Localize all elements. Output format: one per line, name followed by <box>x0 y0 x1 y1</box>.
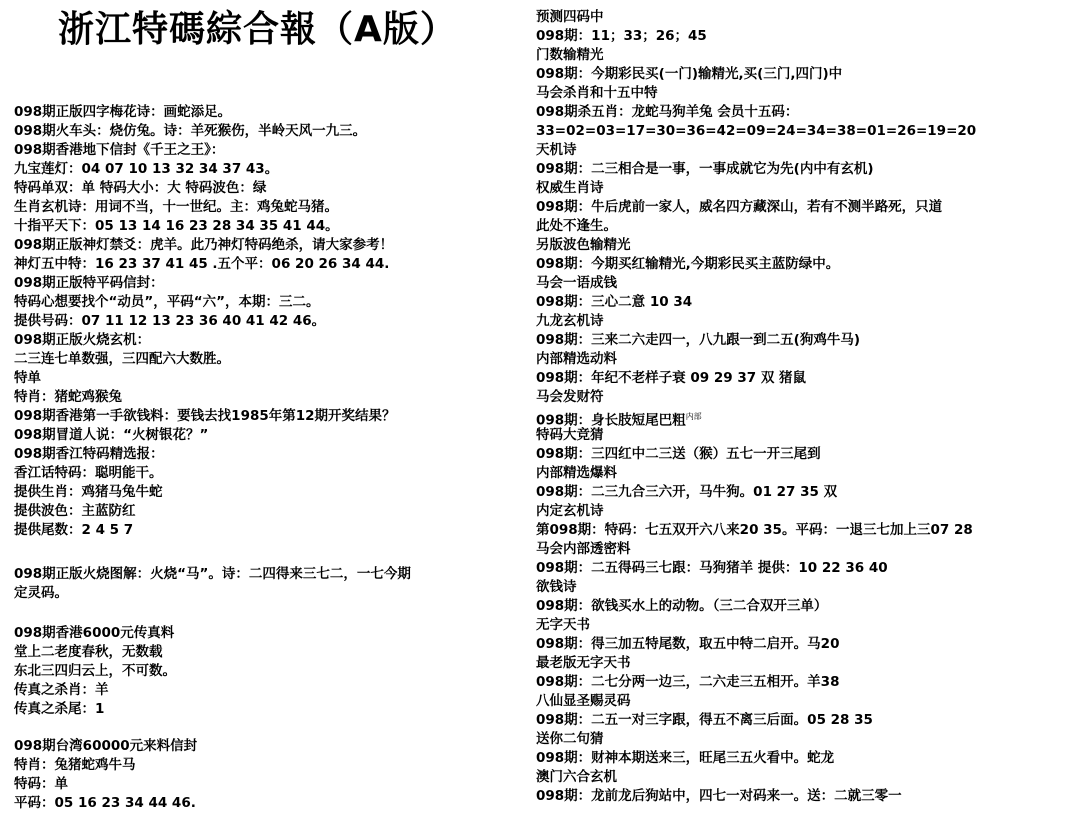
right-text-line: 098期：二三九合三六开，马牛狗。01 27 35 双 <box>536 484 838 500</box>
right-text-line: 098期：年纪不老样子衰 09 29 37 双 猪鼠 <box>536 370 807 386</box>
right-text-line: 098期杀五肖：龙蛇马狗羊兔 会员十五码： <box>536 104 799 120</box>
left-text-line: 098期香港地下信封《千王之王》： <box>14 142 225 158</box>
left-text-line: 神灯五中特：16 23 37 41 45 .五个平：06 20 26 34 44. <box>14 256 390 272</box>
right-text-line: 098期：三心二意 10 34 <box>536 294 693 310</box>
left-text-line: 提供生肖：鸡猪马兔牛蛇 <box>14 484 163 500</box>
right-text-line: 九龙玄机诗 <box>536 313 604 329</box>
right-text-line: 内部精选动料 <box>536 351 617 367</box>
left-text-line: 098期香港第一手欲钱料：要钱去找1985年第12期开奖结果？ <box>14 408 396 424</box>
left-text-line: 十指平天下：05 13 14 16 23 28 34 35 41 44。 <box>14 218 339 234</box>
left-text-line: 特肖：猪蛇鸡猴兔 <box>14 389 122 405</box>
right-text-line: 最老版无字天书 <box>536 655 631 671</box>
right-text-line: 098期：二七分两一边三，二六走三五相开。羊38 <box>536 674 840 690</box>
right-text-line: 预测四码中 <box>536 9 604 25</box>
left-text-line: 提供号码：07 11 12 13 23 36 40 41 42 46。 <box>14 313 326 329</box>
left-text-line: 提供尾数：2 4 5 7 <box>14 522 134 538</box>
left-text-line: 098期正版四字梅花诗：画蛇添足。 <box>14 104 232 120</box>
right-text-line: 特码大竞猜 <box>536 427 604 443</box>
right-text-line: 098期：三来二六走四一，八九跟一到二五(狗鸡牛马) <box>536 332 861 348</box>
right-text-line: 八仙显圣赐灵码 <box>536 693 631 709</box>
right-text-line: 权威生肖诗 <box>536 180 604 196</box>
left-text-line: 特码：单 <box>14 776 68 792</box>
right-text-line: 098期：今期买红输精光,今期彩民买主蓝防绿中。 <box>536 256 840 272</box>
right-text-line: 澳门六合玄机 <box>536 769 617 785</box>
left-text-line: 定灵码。 <box>14 585 68 601</box>
right-text-line: 098期：财神本期送来三，旺尾三五火看中。蛇龙 <box>536 750 835 766</box>
right-text-line: 无字天书 <box>536 617 590 633</box>
left-text-line: 特码单双：单 特码大小：大 特码波色：绿 <box>14 180 267 196</box>
right-text-line: 098期：二三相合是一事，一事成就它为先(内中有玄机) <box>536 161 874 177</box>
right-text-line: 马会杀肖和十五中特 <box>536 85 658 101</box>
left-text-line: 098期正版神灯禁爻：虎羊。此乃神灯特码绝杀，请大家参考！ <box>14 237 394 253</box>
left-text-line: 平码：05 16 23 34 44 46. <box>14 795 196 811</box>
right-text-line: 马会一语成钱 <box>536 275 617 291</box>
right-text-line: 门数输精光 <box>536 47 604 63</box>
left-text-line: 特肖：兔猪蛇鸡牛马 <box>14 757 136 773</box>
left-text-line: 二三连七单数强，三四配六大数胜。 <box>14 351 230 367</box>
left-text-line: 098期火车头：烧仿兔。诗：羊死猴伤，半岭天风一九三。 <box>14 123 367 139</box>
right-text-line: 098期：二五得码三七跟：马狗猪羊 提供：10 22 36 40 <box>536 560 888 576</box>
right-text-line: 098期：牛后虎前一家人，威名四方藏深山，若有不测半路死，只道 <box>536 199 943 215</box>
left-text-line: 东北三四归云上，不可数。 <box>14 663 176 679</box>
left-text-line: 098期正版火烧图解：火烧“马”。诗：二四得来三七二，一七今期 <box>14 566 411 582</box>
right-text-line: 另版波色输精光 <box>536 237 631 253</box>
right-text-line: 098期：身长肢短尾巴粗$^{内部}$ <box>536 412 702 429</box>
left-text-line: 提供波色：主蓝防红 <box>14 503 136 519</box>
page-title: 浙江特碼綜合報（A版） <box>58 9 457 50</box>
right-text-line: 天机诗 <box>536 142 577 158</box>
right-text-line: 内部精选爆料 <box>536 465 617 481</box>
right-text-line: 第098期：特码：七五双开六八来20 35。平码：一退三七加上三07 28 <box>536 522 973 538</box>
left-text-line: 堂上二老度春秋，无数载 <box>14 644 163 660</box>
left-text-line: 098期香港6000元传真料 <box>14 625 175 641</box>
left-text-line: 传真之杀尾：1 <box>14 701 105 717</box>
left-text-line: 香江话特码：聪明能干。 <box>14 465 163 481</box>
right-text-line: 098期：得三加五特尾数，取五中特二启开。马20 <box>536 636 840 652</box>
right-text-line: 098期：二五一对三字跟，得五不离三后面。05 28 35 <box>536 712 873 728</box>
right-text-line: 33=02=03=17=30=36=42=09=24=34=38=01=26=19=20 <box>536 123 977 139</box>
left-text-line: 特单 <box>14 370 41 386</box>
right-text-line: 欲钱诗 <box>536 579 577 595</box>
right-text-line: 送你二句猜 <box>536 731 604 747</box>
right-text-line: 098期：11；33；26；45 <box>536 28 707 44</box>
left-text-line: 生肖玄机诗：用词不当，十一世纪。主：鸡兔蛇马猪。 <box>14 199 338 215</box>
left-text-line: 九宝莲灯：04 07 10 13 32 34 37 43。 <box>14 161 279 177</box>
left-text-line: 098期冒道人说：“火树银花？” <box>14 427 209 443</box>
left-text-line: 098期正版特平码信封： <box>14 275 164 291</box>
left-text-line: 传真之杀肖：羊 <box>14 682 109 698</box>
right-text-line: 098期：欲钱买水上的动物。（三二合双开三单） <box>536 598 828 614</box>
right-text-line: 098期：今期彩民买(一门)输精光,买(三门,四门)中 <box>536 66 843 82</box>
right-text-line: 098期：三四红中二三送（猴）五七一开三尾到 <box>536 446 821 462</box>
left-text-line: 特码心想要找个“动员”，平码“六”，本期：三二。 <box>14 294 320 310</box>
right-text-line: 马会内部透密料 <box>536 541 631 557</box>
right-text-line: 马会发财符 <box>536 389 604 405</box>
right-text-line: 此处不逢生。 <box>536 218 617 234</box>
right-text-line: 098期：龙前龙后狗站中，四七一对码来一。送：二就三零一 <box>536 788 902 804</box>
left-text-line: 098期香江特码精选报： <box>14 446 164 462</box>
right-text-line: 内定玄机诗 <box>536 503 604 519</box>
left-text-line: 098期台湾60000元来料信封 <box>14 738 198 754</box>
annotation-note: 内部 <box>685 412 702 421</box>
left-text-line: 098期正版火烧玄机： <box>14 332 151 348</box>
